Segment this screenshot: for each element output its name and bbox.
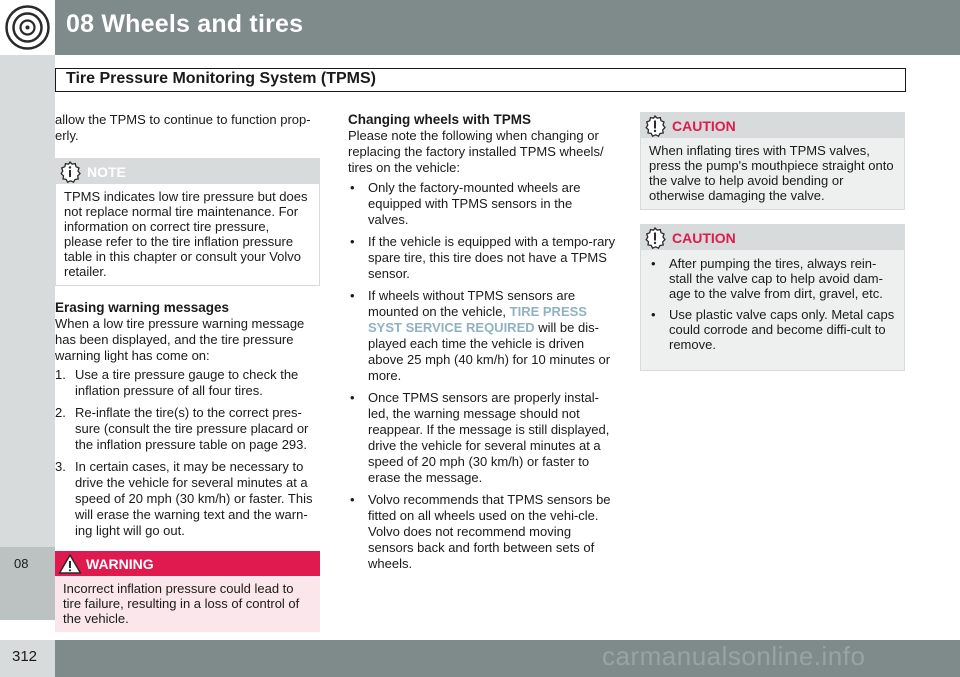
caution-box-2 — [640, 224, 905, 371]
chapter-sidebar — [0, 55, 55, 620]
caution-label-2: CAUTION — [672, 230, 736, 246]
list-item: • If wheels without TPMS sensors are mounted on the vehicle, TIRE PRESS SYST SERVICE REQUIRED will be dis-played each time the vehicle is driven above 25 mph (40 km/h) for 10 minutes or more. — [350, 288, 611, 383]
intro-paragraph: allow the TPMS to continue to function prop-erly. — [55, 112, 311, 143]
list-item: 2. Re-inflate the tire(s) to the correct pres-sure (consult the tire pressure placard or the inflation pressure table on page 293. — [55, 405, 309, 452]
caution-icon — [644, 115, 666, 137]
list-item: • If the vehicle is equipped with a tempo-rary spare tire, this tire does not have a TPMS sensor. — [350, 234, 616, 281]
caution-list — [649, 256, 896, 352]
column-middle — [348, 112, 616, 578]
changing-wheels-list — [348, 180, 616, 572]
changing-wheels-intro: Please note the following when changing or replacing the factory installed TPMS wheels/ tires on the vehicle: — [348, 128, 604, 175]
warning-box — [55, 551, 320, 632]
caution-box-1 — [640, 112, 905, 210]
list-item: • Only the factory-mounted wheels are equipped with TPMS sensors in the valves. — [350, 180, 581, 227]
erasing-steps — [55, 367, 320, 539]
watermark: carmanualsonline.info — [602, 641, 866, 671]
list-item: • Once TPMS sensors are properly instal-led, the warning message should not reappear. If the message is still displayed, drive the vehicle for several minutes at a speed of 20 mph (30 km/h) or faster to erase the message. — [350, 390, 610, 485]
list-item: 1. Use a tire pressure gauge to check the inflation pressure of all four tires. — [55, 367, 299, 398]
caution-header-1 — [641, 113, 904, 138]
section-title: Tire Pressure Monitoring System (TPMS) — [66, 70, 376, 87]
erasing-intro: When a low tire pressure warning message has been displayed, and the tire pressure warning light has come on: — [55, 316, 305, 363]
changing-wheels-heading: Changing wheels with TPMS — [348, 112, 532, 127]
caution-icon — [644, 227, 666, 249]
note-header — [56, 159, 319, 184]
list-item: • Use plastic valve caps only. Metal caps could corrode and become diffi-cult to remove. — [651, 307, 895, 352]
erasing-heading: Erasing warning messages — [55, 300, 230, 315]
column-left — [55, 112, 320, 632]
display-message-text: TIRE PRESS SYST SERVICE REQUIRED — [368, 304, 587, 335]
section-header — [55, 68, 906, 92]
chapter-logo — [0, 0, 55, 55]
chapter-tab-label: 08 — [14, 556, 29, 571]
caution-body-2 — [641, 250, 904, 370]
caution-header-2 — [641, 225, 904, 250]
list-item: 3. In certain cases, it may be necessary to drive the vehicle for several minutes at a speed of 20 mph (30 km/h) or faster. This will erase the warning text and the warn-ing light will go out. — [55, 459, 313, 538]
list-item: • After pumping the tires, always rein-stall the valve cap to help avoid dam-age to the valve from dirt, gravel, etc. — [651, 256, 883, 301]
info-icon — [59, 161, 81, 183]
note-label: NOTE — [87, 164, 126, 180]
list-item: • Volvo recommends that TPMS sensors be fitted on all wheels used on the vehi-cle. Volvo does not recommend moving sensors back and forth between sets of wheels. — [350, 492, 611, 571]
warning-text: Incorrect inflation pressure could lead to tire failure, resulting in a loss of control of the vehicle. — [63, 581, 300, 626]
warning-header — [55, 551, 320, 576]
tire-icon — [4, 4, 51, 51]
chapter-tab[interactable] — [0, 547, 55, 620]
note-box — [55, 158, 320, 286]
warning-triangle-icon — [58, 553, 82, 575]
note-text: TPMS indicates low tire pressure but does not replace normal tire maintenance. For information on correct tire pressure, please refer to the tire inflation pressure table in this chapter or consult your Volvo retailer. — [64, 189, 308, 279]
chapter-title: 08 Wheels and tires — [66, 10, 304, 38]
warning-label: WARNING — [86, 556, 154, 572]
caution-label-1: CAUTION — [672, 118, 736, 134]
column-right — [640, 112, 905, 371]
caution-text-1: When inflating tires with TPMS valves, press the pump's mouthpiece straight onto the valve to help avoid bending or otherwise damaging the valve. — [649, 143, 894, 203]
page-number: 312 — [12, 648, 38, 665]
page-number-box — [0, 640, 55, 677]
